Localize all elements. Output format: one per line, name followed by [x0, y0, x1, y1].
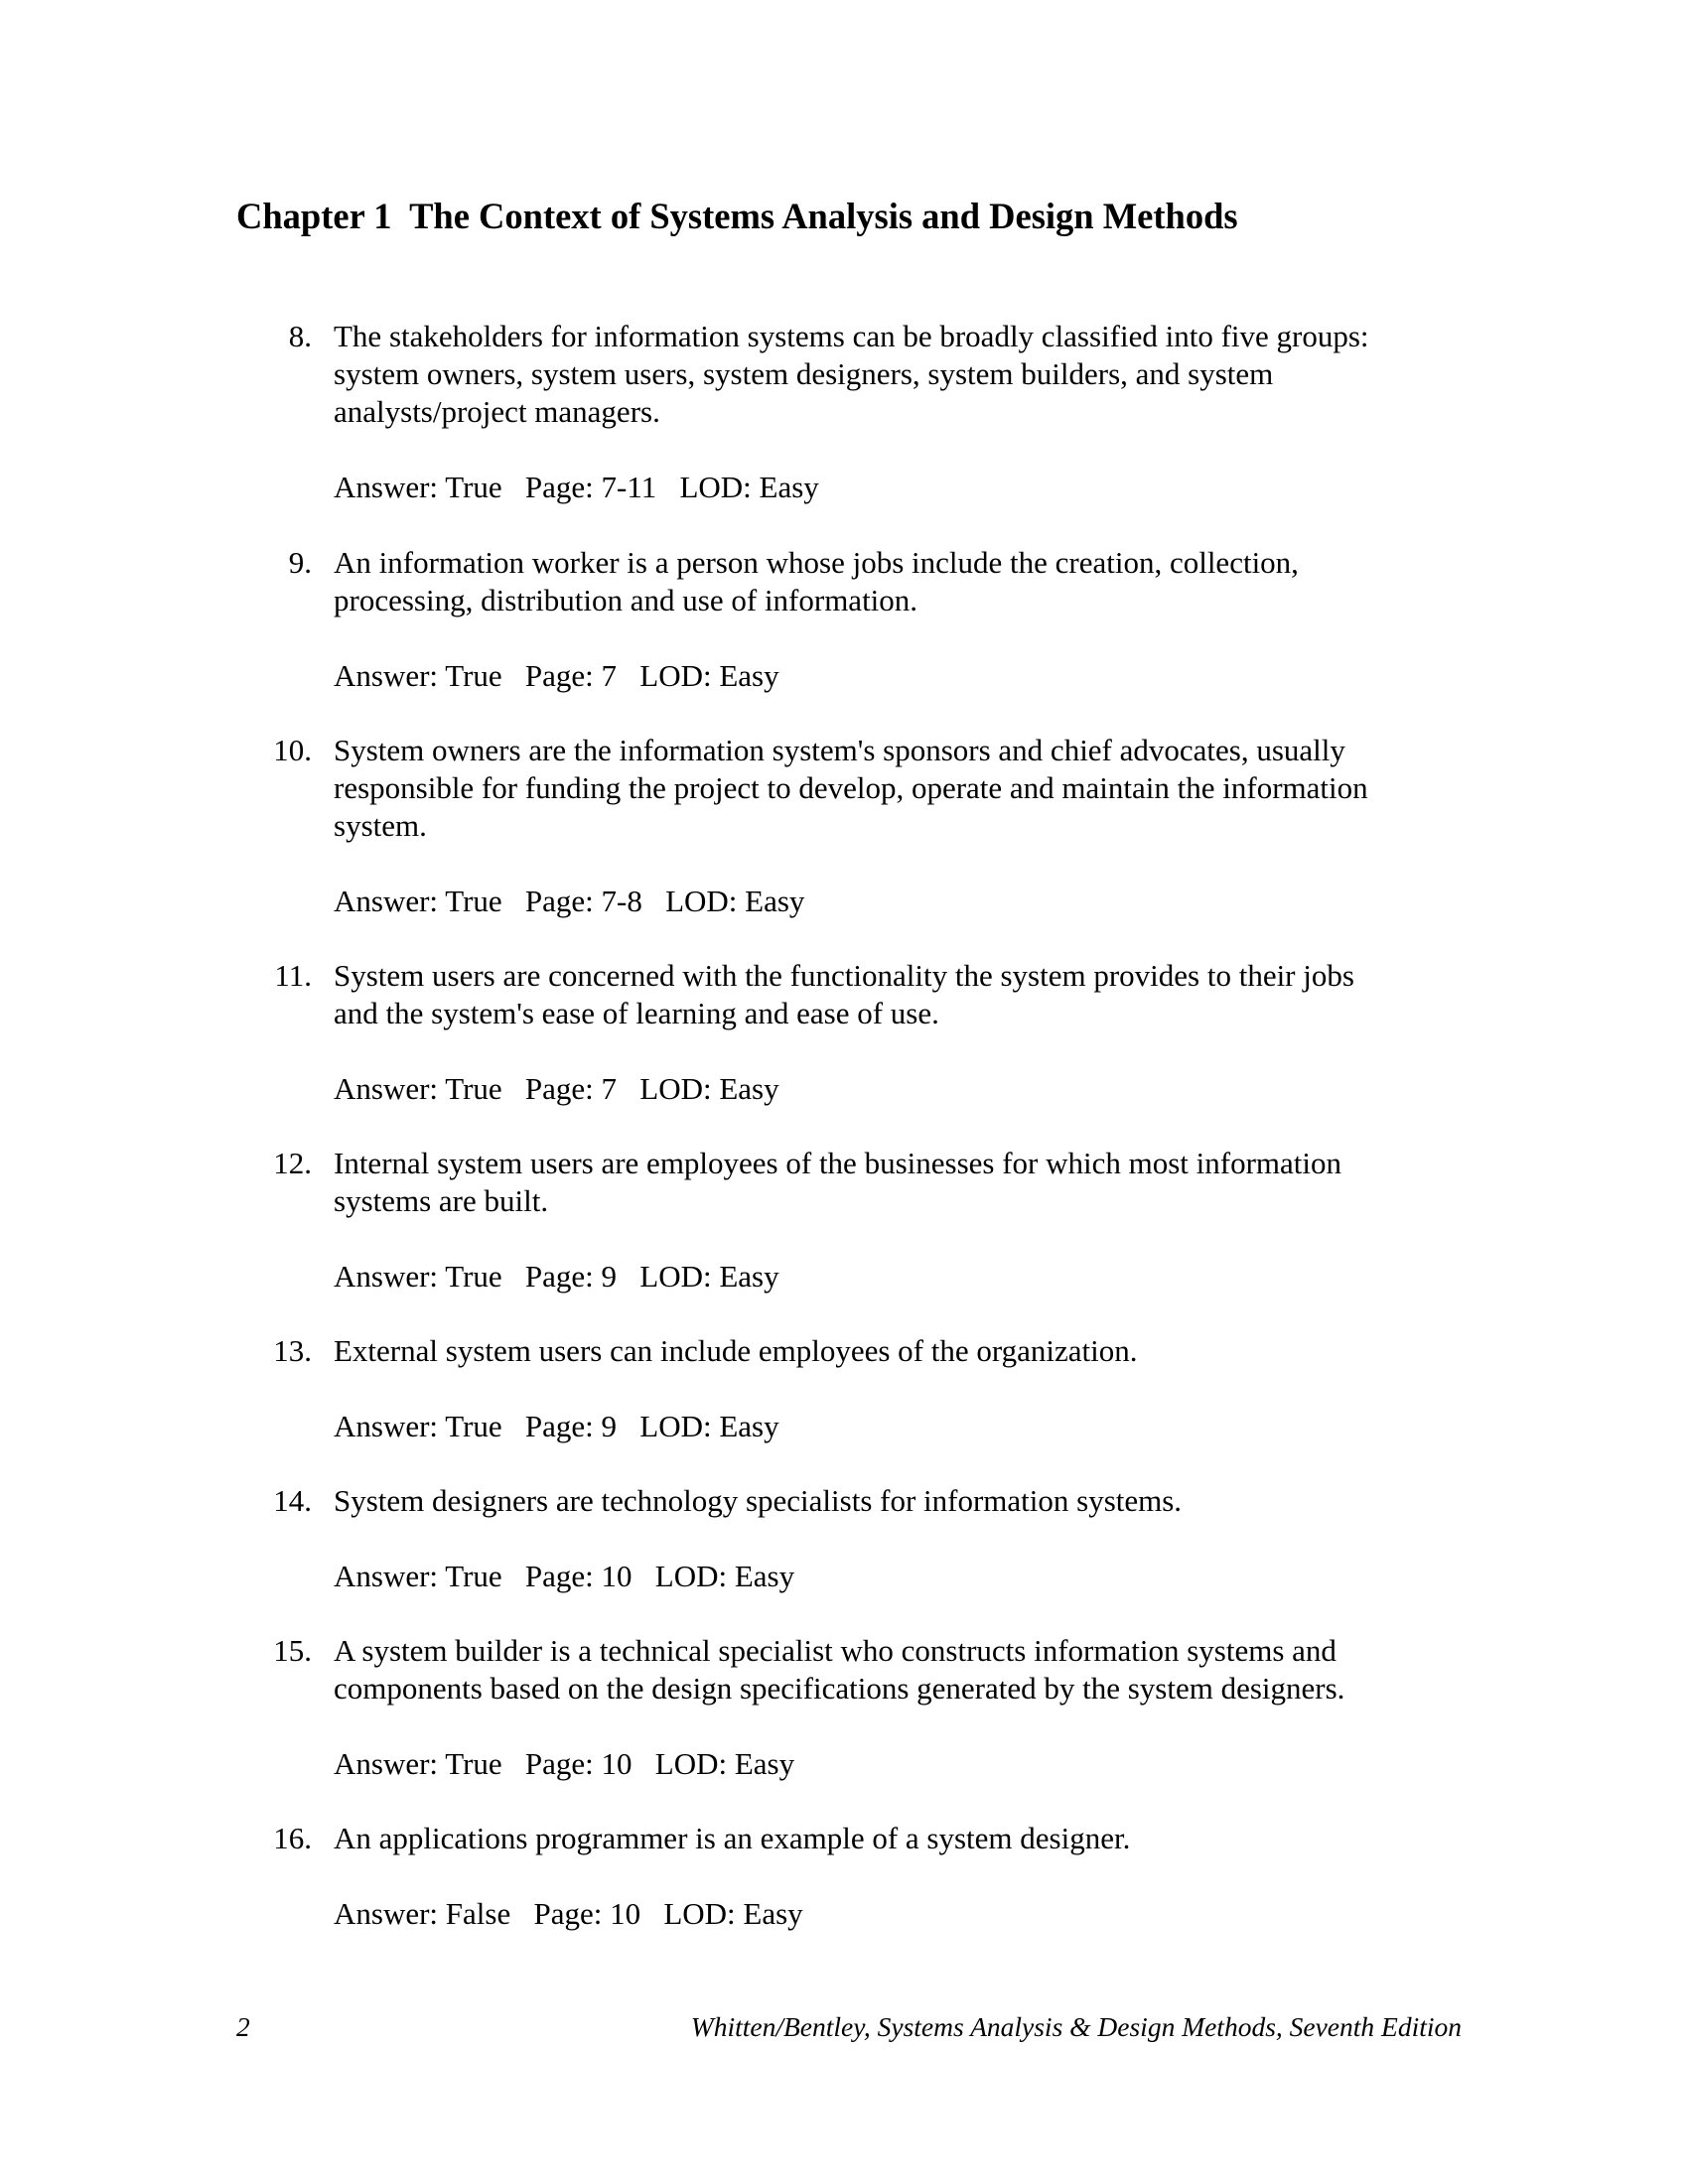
question-text-line: system owners, system users, system designers, system builders, and system [334, 356, 1274, 391]
question-text-line: System designers are technology specialists for information systems. [334, 1483, 1183, 1518]
answer-line: Answer: True Page: 7 LOD: Easy [334, 1071, 779, 1106]
question-text-line: Internal system users are employees of the businesses for which most information [334, 1146, 1342, 1180]
question-text-line: The stakeholders for information systems can be broadly classified into five groups: [334, 319, 1369, 353]
answer-line: Answer: False Page: 10 LOD: Easy [334, 1896, 803, 1931]
question-text-line: A system builder is a technical specialist who constructs information systems and [334, 1633, 1336, 1668]
answer-line: Answer: True Page: 10 LOD: Easy [334, 1746, 795, 1781]
question-text-line: An applications programmer is an example of a system designer. [334, 1821, 1131, 1855]
answer-line: Answer: True Page: 10 LOD: Easy [334, 1559, 795, 1593]
question-text-line: and the system's ease of learning and ease of use. [334, 996, 939, 1030]
question-text-line: An information worker is a person whose jobs include the creation, collection, [334, 545, 1299, 580]
question-body [334, 1820, 1466, 1933]
page-title: Chapter 1 The Context of Systems Analysis and Design Methods [236, 196, 1238, 236]
question-number: 16. [273, 1821, 312, 1855]
question-number: 8. [288, 319, 312, 353]
question-number: 11. [274, 958, 312, 993]
question-text-line: System users are concerned with the functionality the system provides to their jobs [334, 958, 1354, 993]
question-body [334, 544, 1466, 695]
question-text-line: External system users can include employees of the organization. [334, 1333, 1138, 1368]
question-text-line: components based on the design specifications generated by the system designers. [334, 1671, 1345, 1706]
question-number: 13. [273, 1333, 312, 1368]
answer-line: Answer: True Page: 7-8 LOD: Easy [334, 884, 805, 918]
question-text-line: System owners are the information system's sponsors and chief advocates, usually [334, 733, 1345, 767]
answer-line: Answer: True Page: 9 LOD: Easy [334, 1259, 779, 1294]
question-body [334, 1332, 1466, 1445]
answer-line: Answer: True Page: 9 LOD: Easy [334, 1409, 779, 1443]
question-text-line: analysts/project managers. [334, 394, 660, 429]
question-text-line: responsible for funding the project to develop, operate and maintain the information [334, 770, 1368, 805]
question-body [334, 957, 1466, 1108]
question-body [334, 732, 1466, 920]
book-title: Whitten/Bentley, Systems Analysis & Design Methods, Seventh Edition [690, 2011, 1462, 2042]
question-number: 10. [273, 733, 312, 767]
question-text-line: processing, distribution and use of information. [334, 583, 918, 617]
question-text-line: system. [334, 808, 427, 843]
question-number: 12. [273, 1146, 312, 1180]
question-body [334, 1482, 1466, 1595]
question-body [334, 318, 1466, 506]
question-text-line: systems are built. [334, 1183, 549, 1218]
question-number: 14. [273, 1483, 312, 1518]
question-body [334, 1145, 1466, 1296]
answer-line: Answer: True Page: 7 LOD: Easy [334, 658, 779, 693]
page-number: 2 [236, 2011, 250, 2042]
question-number: 9. [288, 545, 312, 580]
answer-line: Answer: True Page: 7-11 LOD: Easy [334, 470, 819, 504]
question-number: 15. [273, 1633, 312, 1668]
question-body [334, 1632, 1466, 1783]
